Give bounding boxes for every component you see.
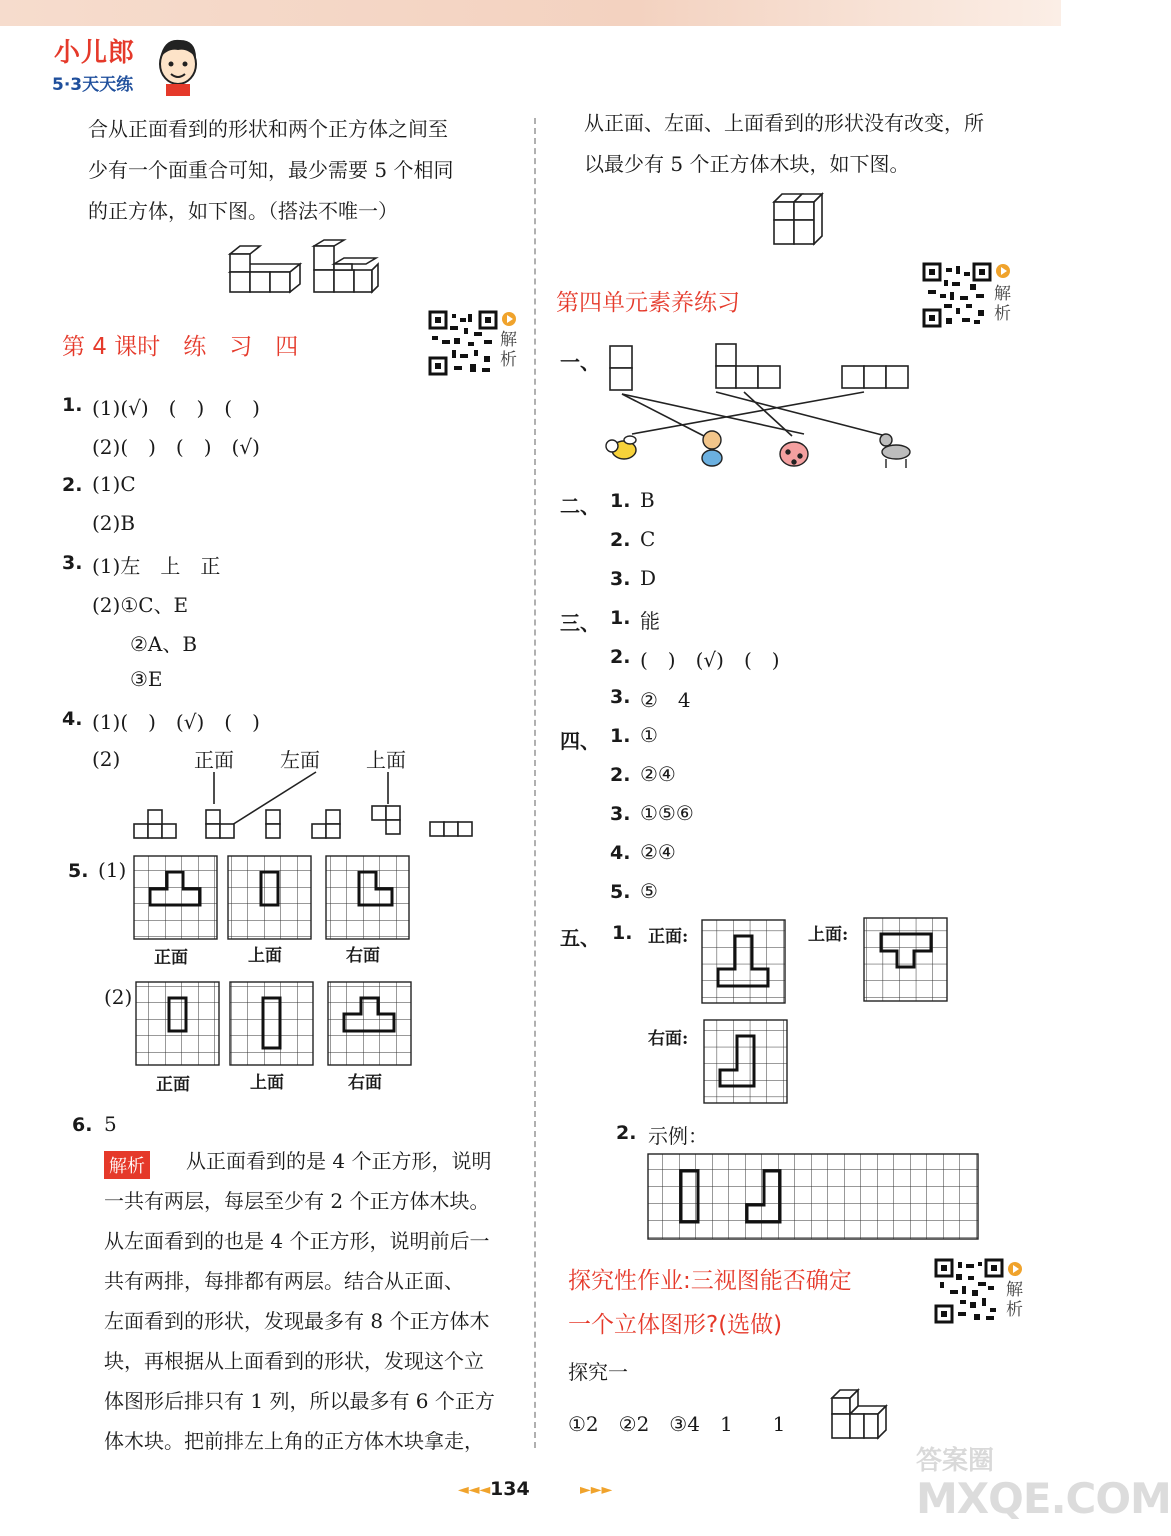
s3-item-2-ans: ( ) (√) ( ) [640, 648, 780, 672]
cube-figure-right [770, 190, 830, 250]
q2-row-2: (2)B [92, 511, 136, 535]
qr-label: 解析 [1006, 1280, 1023, 1320]
q4-label-top: 上面 [366, 748, 406, 772]
s4-item-4-num: 4. [610, 842, 631, 864]
series-name: 5·3天天练 [52, 75, 134, 95]
q4-view-shapes [130, 770, 480, 842]
q6-line-6: 块，再根据从上面看到的形状，发现这个立 [104, 1349, 484, 1373]
s2-item-2-num: 2. [610, 529, 631, 551]
s3-item-3-ans: ② 4 [640, 688, 691, 712]
q5-1-label-top: 上面 [248, 946, 282, 966]
s5-item-2-num: 2. [616, 1122, 637, 1144]
s4-item-1-ans: ① [640, 723, 658, 747]
left-intro-line-3: 的正方体，如下图。（搭法不唯一） [88, 199, 398, 223]
unit-title: 第四单元素养练习 [556, 290, 740, 316]
s3-item-1-num: 1. [610, 607, 631, 629]
q6-line-7: 体图形后排只有 1 列，所以最多有 6 个正方 [104, 1389, 495, 1413]
q1-row-1: (1)(√) ( ) ( ) [92, 396, 260, 420]
q6-line-8: 体木块。把前排左上角的正方体木块拿走， [104, 1429, 484, 1453]
s5-example-grid [646, 1152, 982, 1244]
q5-2-label-front: 正面 [156, 1075, 190, 1095]
q2-number: 2. [62, 474, 83, 496]
play-icon [1008, 1262, 1022, 1276]
s2-item-1-ans: B [640, 488, 655, 512]
q2-row-1: (1)C [92, 472, 136, 496]
q5-2-label-top: 上面 [250, 1073, 284, 1093]
s4-item-2-num: 2. [610, 764, 631, 786]
watermark-logo: 答案圈 [916, 1446, 995, 1476]
q6-line-4: 共有两排，每排都有两层。结合从正面、 [104, 1269, 464, 1293]
inquiry-answers: ①2 ②2 ③4 1 1 [568, 1412, 786, 1436]
s4-item-5-num: 5. [610, 881, 631, 903]
s1-matching-diagram [596, 340, 926, 475]
qr-label: 解析 [994, 284, 1011, 324]
left-intro-line-2: 少有一个面重合可知，最少需要 5 个相同 [88, 158, 454, 182]
q6-answer: 5 [104, 1112, 117, 1136]
play-icon [996, 264, 1010, 278]
s1-number: 一、 [560, 350, 600, 374]
right-intro-line-1: 从正面、左面、上面看到的形状没有改变，所 [584, 111, 984, 135]
mascot-icon [154, 34, 202, 96]
inquiry-subtitle: 探究一 [568, 1360, 628, 1384]
q3-number: 3. [62, 552, 83, 574]
watermark-url: MXQE.COM [916, 1474, 1171, 1523]
s3-number: 三、 [560, 611, 600, 635]
s4-item-1-num: 1. [610, 725, 631, 747]
q6-analysis-badge: 解析 [104, 1151, 150, 1179]
q6-line-5: 左面看到的形状，发现最多有 8 个正方体木 [104, 1309, 490, 1333]
page-arrows-right-icon: ►►► [580, 1482, 613, 1498]
q5-part-2: (2) [104, 985, 133, 1009]
top-band [0, 0, 1061, 26]
s5-example-label: 示例： [648, 1124, 708, 1148]
s2-item-1-num: 1. [610, 490, 631, 512]
q5-number: 5. [68, 860, 89, 882]
qr-code-icon[interactable] [922, 262, 992, 328]
inquiry-title-1: 探究性作业:三视图能否确定 [568, 1268, 852, 1294]
s3-item-3-num: 3. [610, 686, 631, 708]
q5-2-label-right: 右面 [348, 1073, 382, 1093]
page-number: 134 [490, 1478, 530, 1500]
s4-number: 四、 [560, 729, 600, 753]
s4-item-5-ans: ⑤ [640, 879, 658, 903]
s2-item-2-ans: C [640, 527, 656, 551]
q5-part-1: (1) [98, 858, 127, 882]
s4-item-3-ans: ①⑤⑥ [640, 801, 694, 825]
column-separator [534, 118, 536, 1448]
s5-label-right: 右面: [648, 1029, 689, 1049]
q4-row-2: (2) [92, 747, 121, 771]
q5-1-label-front: 正面 [154, 948, 188, 968]
s3-item-2-num: 2. [610, 646, 631, 668]
q6-line-2: 一共有两层，每层至少有 2 个正方体木块。 [104, 1189, 490, 1213]
q4-label-front: 正面 [194, 748, 234, 772]
inquiry-cube-figure [828, 1388, 892, 1444]
s5-grids [700, 914, 960, 1110]
s4-item-2-ans: ②④ [640, 762, 676, 786]
s2-item-3-num: 3. [610, 568, 631, 590]
s2-item-3-ans: D [640, 566, 657, 590]
qr-code-icon[interactable] [934, 1258, 1004, 1324]
q4-row-1: (1)( ) (√) ( ) [92, 710, 260, 734]
q3-row-1: (1)左 上 正 [92, 554, 221, 578]
left-intro-line-1: 合从正面看到的形状和两个正方体之间至 [88, 117, 448, 141]
q1-number: 1. [62, 394, 83, 416]
right-intro-line-2: 以最少有 5 个正方体木块，如下图。 [584, 152, 910, 176]
qr-code-icon[interactable] [428, 310, 498, 376]
q4-label-left: 左面 [280, 748, 320, 772]
q6-number: 6. [72, 1114, 93, 1136]
q3-row-2: (2)①C、E [92, 593, 189, 617]
q3-row-3: ②A、B [130, 632, 198, 656]
s5-label-top: 上面: [808, 925, 849, 945]
page-arrows-left-icon: ◄◄◄ [458, 1482, 491, 1498]
q6-line-1: 从正面看到的是 4 个正方形，说明 [186, 1149, 492, 1173]
s5-label-front: 正面: [648, 927, 689, 947]
q6-line-3: 从左面看到的也是 4 个正方形，说明前后一 [104, 1229, 490, 1253]
q1-row-2: (2)( ) ( ) (√) [92, 435, 260, 459]
q4-number: 4. [62, 708, 83, 730]
s4-item-3-num: 3. [610, 803, 631, 825]
s5-item-1-num: 1. [612, 922, 633, 944]
s5-number: 五、 [560, 926, 600, 950]
s4-item-4-ans: ②④ [640, 840, 676, 864]
inquiry-title-2: 一个立体图形?(选做) [568, 1312, 783, 1338]
play-icon [502, 312, 516, 326]
q5-1-label-right: 右面 [346, 946, 380, 966]
brand-name: 小儿郎 [54, 38, 136, 68]
cube-figures-left [226, 238, 386, 298]
s2-number: 二、 [560, 494, 600, 518]
q3-row-4: ③E [130, 667, 163, 691]
brand-logo [44, 30, 204, 100]
s3-item-1-ans: 能 [640, 609, 660, 633]
qr-label: 解析 [500, 330, 517, 370]
lesson-title: 第 4 课时 练 习 四 [62, 334, 299, 360]
